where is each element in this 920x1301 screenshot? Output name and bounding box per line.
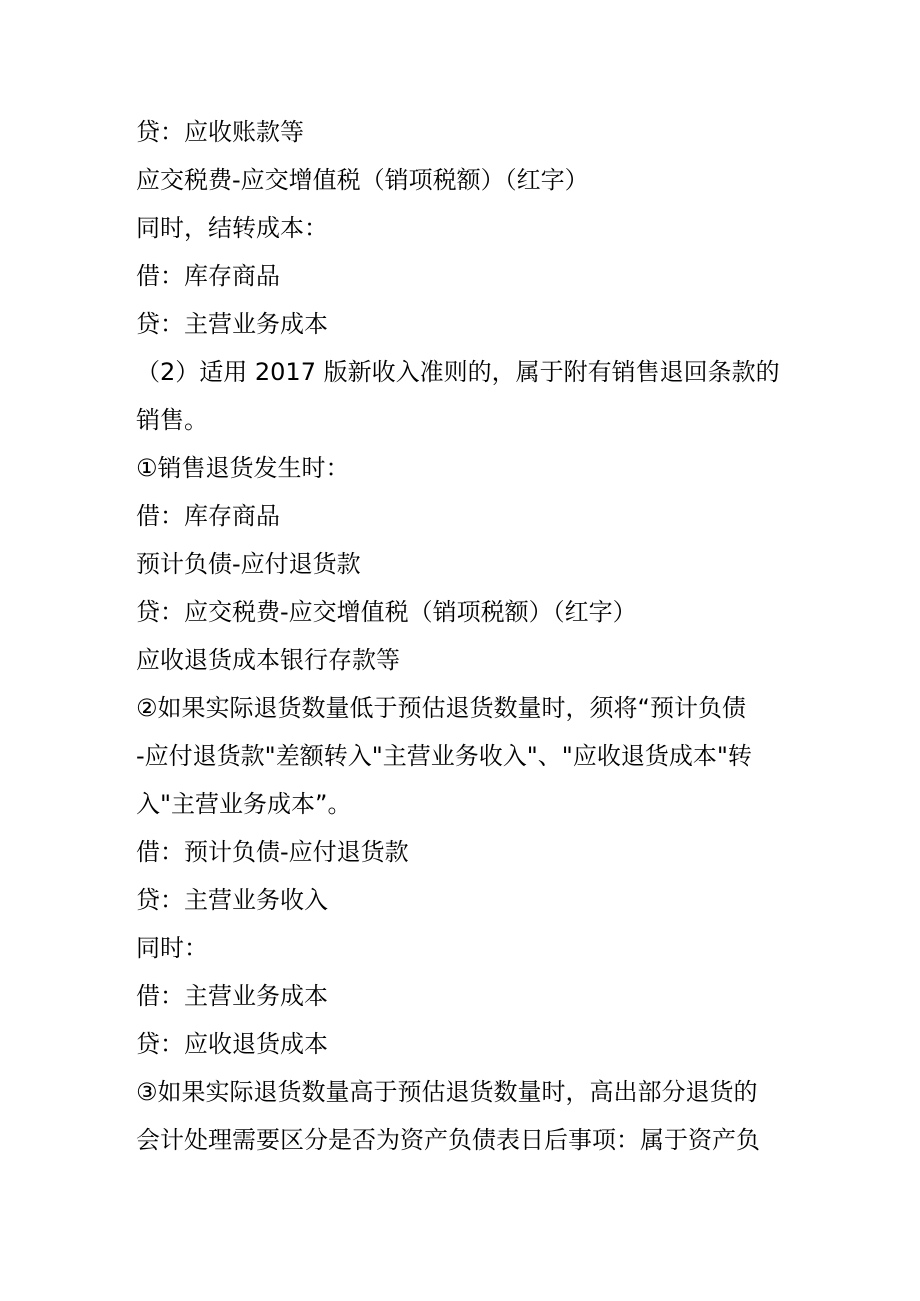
text-line: 会计处理需要区分是否为资产负债表日后事项：属于资产负 <box>136 1126 760 1154</box>
text-line: 预计负债-应付退货款 <box>136 550 361 578</box>
text-line: 贷：主营业务成本 <box>136 310 328 338</box>
text-line: 入"主营业务成本”。 <box>136 790 352 818</box>
text-line: ③如果实际退货数量高于预估退货数量时，高出部分退货的 <box>136 1078 758 1106</box>
text-line: 贷：应收账款等 <box>136 118 304 146</box>
text-line: 贷：主营业务收入 <box>136 886 328 914</box>
text-line: 借：库存商品 <box>136 262 280 290</box>
text-line: 借：库存商品 <box>136 502 280 530</box>
text-line: 借：预计负债-应付退货款 <box>136 838 409 866</box>
text-line: 销售。 <box>136 406 208 434</box>
text-line: -应付退货款"差额转入"主营业务收入"、"应收退货成本"转 <box>136 742 752 770</box>
text-line: 应收退货成本银行存款等 <box>136 646 400 674</box>
text-line: 借：主营业务成本 <box>136 982 328 1010</box>
text-line: 贷：应收退货成本 <box>136 1030 328 1058</box>
text-line: （2）适用 2017 版新收入准则的，属于附有销售退回条款的 <box>136 358 780 386</box>
text-line: 同时： <box>136 934 208 962</box>
text-line: 应交税费-应交增值税（销项税额）（红字） <box>136 166 589 194</box>
text-line: 贷：应交税费-应交增值税（销项税额）（红字） <box>136 598 637 626</box>
text-line: 同时，结转成本： <box>136 214 328 242</box>
document-body <box>136 108 788 1164</box>
text-line: ①销售退货发生时： <box>136 454 350 482</box>
text-line: ②如果实际退货数量低于预估退货数量时，须将“预计负债 <box>136 694 746 722</box>
